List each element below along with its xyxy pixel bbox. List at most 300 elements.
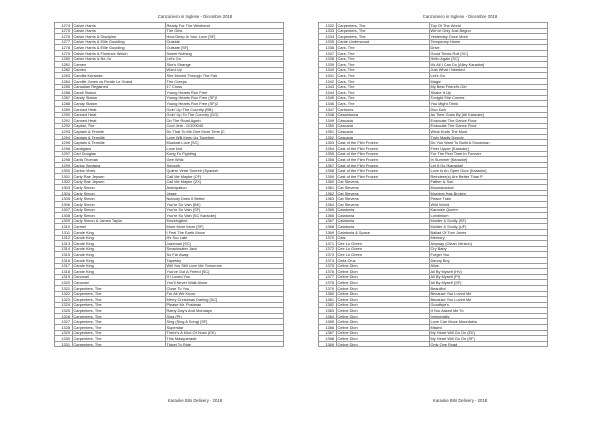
song-title: You're So Vain (BK) bbox=[165, 202, 283, 208]
song-title: You're So Vain (SF) bbox=[165, 207, 283, 213]
song-artist: Carlos Santana bbox=[72, 162, 165, 168]
song-number: 1368 bbox=[319, 224, 337, 230]
song-number: 1323 bbox=[55, 297, 73, 303]
song-artist: Canned Heat bbox=[72, 112, 165, 118]
song-number: 1372 bbox=[319, 246, 337, 252]
song-number: 1365 bbox=[319, 207, 337, 213]
song-number: 1350 bbox=[319, 123, 337, 129]
song-artist: Cast of the Film Frozen bbox=[336, 162, 429, 168]
song-title: Beautiful bbox=[429, 285, 547, 291]
song-artist: Carpenters, The bbox=[72, 302, 165, 308]
song-number: 1312 bbox=[55, 235, 73, 241]
song-title: 17 Cross bbox=[165, 84, 283, 90]
song-artist: Carrie Underwood bbox=[336, 39, 429, 45]
song-title: Hello Again [SC] bbox=[429, 56, 547, 62]
song-artist: Catatonia bbox=[336, 224, 429, 230]
song-number: 1385 bbox=[319, 319, 337, 325]
song-artist: Canned Heat bbox=[72, 118, 165, 124]
song-title: Close To You bbox=[165, 285, 283, 291]
song-artist: Carly Simon bbox=[72, 185, 165, 191]
song-title: Jesse bbox=[165, 190, 283, 196]
song-number: 1290 bbox=[55, 112, 73, 118]
song-artist: Carpenters, The bbox=[72, 291, 165, 297]
song-artist: Celine Dion bbox=[336, 302, 429, 308]
song-artist: Cat Stevens bbox=[336, 185, 429, 191]
song-number: 1303 bbox=[55, 185, 73, 191]
song-title: How Deep Is Your Love [SF] bbox=[165, 34, 283, 40]
song-title: Mulder & Scully (UF) bbox=[429, 224, 547, 230]
song-artist: Celine Dion bbox=[336, 319, 429, 325]
song-artist: Calvin Harris bbox=[72, 28, 165, 34]
song-title: Anticipation bbox=[165, 185, 283, 191]
song-artist: Celine Dion bbox=[336, 280, 429, 286]
song-artist: Carly Rae Jepsen bbox=[72, 179, 165, 185]
song-artist: Cars, The bbox=[336, 50, 429, 56]
song-number: 1281 bbox=[55, 62, 73, 68]
song-number: 1310 bbox=[55, 224, 73, 230]
song-number: 1380 bbox=[319, 291, 337, 297]
song-number: 1333 bbox=[319, 28, 337, 34]
song-number: 1315 bbox=[55, 252, 73, 258]
song-artist: Cat Stevens bbox=[336, 196, 429, 202]
song-number: 1280 bbox=[55, 56, 73, 62]
song-number: 1278 bbox=[55, 45, 73, 51]
song-title: Goin' Up The Country (BB) bbox=[165, 106, 283, 112]
song-artist: Carole King bbox=[72, 263, 165, 269]
song-title: Ticket To Ride bbox=[165, 341, 283, 347]
song-number: 1348 bbox=[319, 112, 337, 118]
song-title: You Might Think bbox=[429, 101, 547, 107]
song-title: Word Up bbox=[165, 67, 283, 73]
song-title: Goodbye's bbox=[429, 302, 547, 308]
song-artist: Carole King bbox=[72, 235, 165, 241]
song-number: 1285 bbox=[55, 84, 73, 90]
song-title: Tonight She Comes bbox=[429, 95, 547, 101]
song-artist: Candy Staton bbox=[72, 101, 165, 107]
song-artist: Cardigans bbox=[72, 146, 165, 152]
song-title: Love fool bbox=[165, 146, 283, 152]
song-artist: Carpenters, The bbox=[72, 341, 165, 347]
song-number: 1332 bbox=[319, 23, 337, 29]
song-artist: Candy Staton bbox=[72, 95, 165, 101]
song-artist: Cast of the Film Frozen bbox=[336, 174, 429, 180]
song-number: 1376 bbox=[319, 269, 337, 275]
song-artist: Carlos Vives bbox=[72, 168, 165, 174]
song-number: 1329 bbox=[55, 330, 73, 336]
song-number: 1313 bbox=[55, 241, 73, 247]
song-title: Forget You bbox=[429, 252, 547, 258]
page-header-right: Canzoniero in Inglese - Dicembre 2018 bbox=[422, 14, 498, 19]
song-table-right bbox=[318, 22, 548, 347]
song-artist: Celine Dion bbox=[336, 274, 429, 280]
song-number: 1335 bbox=[319, 39, 337, 45]
song-artist: Carmel bbox=[72, 224, 165, 230]
song-title: So Far Away bbox=[165, 252, 283, 258]
page-footer-left: Karaoke Bits Delivery - 2018 bbox=[167, 398, 223, 403]
song-title: Mockingbird bbox=[165, 218, 283, 224]
song-number: 1358 bbox=[319, 168, 337, 174]
song-artist: Carole King bbox=[72, 246, 165, 252]
song-title: She's Strange bbox=[165, 62, 283, 68]
song-artist: Catatonia bbox=[336, 218, 429, 224]
song-number: 1282 bbox=[55, 67, 73, 73]
song-number: 1293 bbox=[55, 129, 73, 135]
song-artist: Cameo bbox=[72, 67, 165, 73]
song-artist: Cameo bbox=[72, 62, 165, 68]
song-title: We've Only Just Begun bbox=[429, 28, 547, 34]
song-artist: Celine Dion bbox=[336, 297, 429, 303]
song-title: Love Is An Open Door [Karaoke] bbox=[429, 168, 547, 174]
song-title: Karaoke Queen bbox=[429, 207, 547, 213]
song-number: 1381 bbox=[319, 297, 337, 303]
song-title: In Summer [Karaoke] bbox=[429, 157, 547, 163]
page-header-left: Canzoniero in Inglese - Dicembre 2018 bbox=[157, 14, 233, 19]
song-number: 1367 bbox=[319, 218, 337, 224]
song-artist: Catatonia bbox=[336, 207, 429, 213]
song-artist: Cars, The bbox=[336, 95, 429, 101]
song-artist: Cars, The bbox=[336, 84, 429, 90]
song-title: Doo Dah bbox=[429, 106, 547, 112]
song-title: If You Asked Me To bbox=[429, 308, 547, 314]
song-number: 1363 bbox=[319, 196, 337, 202]
song-number: 1274 bbox=[55, 23, 73, 29]
song-number: 1352 bbox=[319, 134, 337, 140]
song-title: My Best Friend's Girl bbox=[429, 84, 547, 90]
song-artist: Celine Dion bbox=[336, 263, 429, 269]
song-title: Smackwater Jack bbox=[165, 246, 283, 252]
song-artist: Celia Cruz bbox=[336, 257, 429, 263]
song-title: You're So Vain [SC Karaoke] bbox=[165, 213, 283, 219]
table-row bbox=[319, 341, 548, 347]
song-number: 1355 bbox=[319, 151, 337, 157]
song-title: Because You Loved Me bbox=[429, 297, 547, 303]
song-artist: Celine Dion bbox=[336, 308, 429, 314]
song-title: Father & Son bbox=[429, 179, 547, 185]
song-artist: Catatonia bbox=[336, 213, 429, 219]
song-number: 1321 bbox=[55, 285, 73, 291]
song-title: More More More [SF] bbox=[165, 224, 283, 230]
song-artist: Calvin Harris & Disciples bbox=[72, 34, 165, 40]
song-title: For The First Time In Forever bbox=[429, 151, 547, 157]
song-title: I Feel The Earth Move bbox=[165, 229, 283, 235]
song-number: 1283 bbox=[55, 73, 73, 79]
song-title: Reindeer(s) Are Better Than P bbox=[429, 174, 547, 180]
song-title: Cry Baby bbox=[429, 246, 547, 252]
song-title: You'll Never Walk Alone bbox=[165, 280, 283, 286]
song-artist: Calvin Harris & Florence Welch bbox=[72, 50, 165, 56]
song-number: 1324 bbox=[55, 302, 73, 308]
song-artist: Cascada bbox=[336, 118, 429, 124]
song-artist: Carole King bbox=[72, 229, 165, 235]
song-artist: Carpenters, The bbox=[336, 23, 429, 29]
song-title: It's All I Can Do [Alley Karaoke] bbox=[429, 62, 547, 68]
song-artist: Canadian Regained bbox=[72, 84, 165, 90]
song-artist: Cast of the Film Frozen bbox=[336, 140, 429, 146]
song-number: 1370 bbox=[319, 235, 337, 241]
song-title: Immortality bbox=[429, 313, 547, 319]
song-number: 1360 bbox=[319, 179, 337, 185]
song-number: 1345 bbox=[319, 95, 337, 101]
song-title: Let's Go bbox=[165, 56, 283, 62]
song-title: Muskrat Love [SC] bbox=[165, 140, 283, 146]
song-title: The Girls bbox=[165, 28, 283, 34]
song-title: Only One Road bbox=[429, 341, 547, 347]
song-artist: Cee Lo Green bbox=[336, 252, 429, 258]
song-title: Gee Whiz bbox=[165, 157, 283, 163]
song-number: 1319 bbox=[55, 274, 73, 280]
song-title: What Hurts The Most bbox=[429, 129, 547, 135]
song-title: Superstar bbox=[165, 325, 283, 331]
song-number: 1337 bbox=[319, 50, 337, 56]
table-row bbox=[55, 341, 284, 347]
song-title: It's Too Late bbox=[165, 235, 283, 241]
song-number: 1328 bbox=[55, 325, 73, 331]
song-number: 1379 bbox=[319, 285, 337, 291]
song-artist: Cars, The bbox=[336, 62, 429, 68]
song-artist: Cee Lo Green bbox=[336, 241, 429, 247]
song-title: Let's Go bbox=[429, 73, 547, 79]
song-number: 1388 bbox=[319, 336, 337, 342]
song-number: 1287 bbox=[55, 95, 73, 101]
song-artist: Cast of the Film Frozen bbox=[336, 151, 429, 157]
song-number: 1292 bbox=[55, 123, 73, 129]
song-artist: Cars, The bbox=[336, 101, 429, 107]
song-artist: Carpenters, The bbox=[72, 313, 165, 319]
song-artist: Carousel bbox=[72, 274, 165, 280]
song-artist: Carpenters, The bbox=[72, 330, 165, 336]
song-title: Please Mr. Postman bbox=[165, 302, 283, 308]
song-number: 1289 bbox=[55, 106, 73, 112]
song-title: For All We Know bbox=[165, 291, 283, 297]
song-artist: Captain & Tennille bbox=[72, 140, 165, 146]
song-artist: Cartoons bbox=[336, 106, 429, 112]
song-artist: Cascada bbox=[336, 134, 429, 140]
song-number: 1341 bbox=[319, 73, 337, 79]
song-number: 1344 bbox=[319, 90, 337, 96]
song-title: All By Myself (HV) bbox=[429, 269, 547, 275]
song-artist: Carole King bbox=[72, 269, 165, 275]
song-artist: Carly Simon bbox=[72, 196, 165, 202]
song-title: Ready For The Weekend bbox=[165, 23, 283, 29]
song-artist: Carla Thomas bbox=[72, 157, 165, 163]
song-title: Morning Has Broken bbox=[429, 190, 547, 196]
song-artist: Cars, The bbox=[336, 45, 429, 51]
song-artist: Calvin Harris & Ellie Goulding bbox=[72, 39, 165, 45]
song-number: 1357 bbox=[319, 162, 337, 168]
song-title: There's A Kind Of Hush (EK) bbox=[165, 330, 283, 336]
song-title: Sing (PI) bbox=[165, 313, 283, 319]
song-title: Call Me Maybe (ZX) bbox=[165, 179, 283, 185]
song-title: Moonshadow bbox=[429, 185, 547, 191]
song-number: 1364 bbox=[319, 202, 337, 208]
song-number: 1325 bbox=[55, 308, 73, 314]
song-artist: Captain & Tennille bbox=[72, 134, 165, 140]
song-title: Cool Jerk - DG09045 bbox=[165, 123, 283, 129]
song-title: My Heart Will Go On (EK) bbox=[429, 330, 547, 336]
song-artist: Cat Stevens bbox=[336, 202, 429, 208]
song-artist: Camilla Kerslake bbox=[72, 73, 165, 79]
song-title: All By Myself (PI) bbox=[429, 274, 547, 280]
song-title: Love Can Move Mountains bbox=[429, 319, 547, 325]
song-number: 1297 bbox=[55, 151, 73, 157]
song-number: 1361 bbox=[319, 185, 337, 191]
song-number: 1347 bbox=[319, 106, 337, 112]
song-number: 1334 bbox=[319, 34, 337, 40]
song-title: Sweet Nothing bbox=[165, 50, 283, 56]
song-number: 1291 bbox=[55, 118, 73, 124]
song-artist: Celine Dion bbox=[336, 269, 429, 275]
song-number: 1316 bbox=[55, 257, 73, 263]
song-number: 1346 bbox=[319, 101, 337, 107]
song-number: 1389 bbox=[319, 341, 337, 347]
song-artist: Casablanca bbox=[336, 112, 429, 118]
song-artist: Calvin Harris & Ellie Goulding bbox=[72, 45, 165, 51]
song-title: Young Hearts Run Free (SF)I bbox=[165, 95, 283, 101]
song-artist: Candi Staton bbox=[72, 90, 165, 96]
song-number: 1298 bbox=[55, 157, 73, 163]
song-artist: Celine Dion bbox=[336, 341, 429, 347]
song-title: This Masquerade bbox=[165, 336, 283, 342]
song-number: 1286 bbox=[55, 90, 73, 96]
song-title: Call Me Maybe (CF) bbox=[165, 174, 283, 180]
song-title: Smooth bbox=[165, 162, 283, 168]
song-number: 1327 bbox=[55, 319, 73, 325]
song-number: 1294 bbox=[55, 134, 73, 140]
song-number: 1304 bbox=[55, 190, 73, 196]
song-title: Magic bbox=[429, 78, 547, 84]
song-number: 1351 bbox=[319, 129, 337, 135]
song-title: Drive bbox=[429, 45, 547, 51]
song-number: 1296 bbox=[55, 146, 73, 152]
song-title: Do That To Me One More Time [C bbox=[165, 129, 283, 135]
song-artist: Cats bbox=[336, 235, 429, 241]
song-number: 1374 bbox=[319, 257, 337, 263]
song-number: 1386 bbox=[319, 325, 337, 331]
song-number: 1378 bbox=[319, 280, 337, 286]
song-number: 1288 bbox=[55, 101, 73, 107]
song-artist: Cascada bbox=[336, 129, 429, 135]
song-title: You've Got A Friend [SC] bbox=[165, 269, 283, 275]
song-artist: Cars, The bbox=[336, 73, 429, 79]
song-number: 1301 bbox=[55, 174, 73, 180]
song-number: 1276 bbox=[55, 34, 73, 40]
song-artist: Carpenters, The bbox=[336, 34, 429, 40]
song-number: 1305 bbox=[55, 196, 73, 202]
song-title: Wild World bbox=[429, 202, 547, 208]
song-title: Goin' Up To The Country (DG) bbox=[165, 112, 283, 118]
song-number: 1331 bbox=[55, 341, 73, 347]
song-artist: Carole King bbox=[72, 252, 165, 258]
song-artist: Carpenters, The bbox=[336, 28, 429, 34]
song-number: 1354 bbox=[319, 146, 337, 152]
song-number: 1343 bbox=[319, 84, 337, 90]
song-artist: Cascada bbox=[336, 123, 429, 129]
song-title: Shake It Up bbox=[429, 90, 547, 96]
song-title: Jazzman [SC] bbox=[165, 241, 283, 247]
song-artist: Cars, The bbox=[336, 78, 429, 84]
song-artist: Carly Simon bbox=[72, 207, 165, 213]
song-title: Evacuate The Dance Floor bbox=[429, 118, 547, 124]
song-number: 1306 bbox=[55, 202, 73, 208]
song-artist: Carole King bbox=[72, 241, 165, 247]
song-artist: Canned Heat bbox=[72, 106, 165, 112]
song-artist: Celine Dion bbox=[336, 313, 429, 319]
song-title: Do You Want To Build A Snowman bbox=[429, 140, 547, 146]
song-artist: Carpenters, The bbox=[72, 285, 165, 291]
song-number: 1359 bbox=[319, 174, 337, 180]
song-number: 1369 bbox=[319, 229, 337, 235]
song-artist: Carpenters, The bbox=[72, 325, 165, 331]
song-title: Outside bbox=[165, 39, 283, 45]
song-title: On The Road Again bbox=[165, 118, 283, 124]
song-number: 1314 bbox=[55, 246, 73, 252]
song-number: 1377 bbox=[319, 274, 337, 280]
song-number: 1375 bbox=[319, 263, 337, 269]
song-title: Fixer Upper [Karaoke] bbox=[429, 146, 547, 152]
song-title: Sing (Sing A Song) [SF] bbox=[165, 319, 283, 325]
song-number: 1349 bbox=[319, 118, 337, 124]
song-number: 1339 bbox=[319, 62, 337, 68]
song-title: Good Times Roll [SC] bbox=[429, 50, 547, 56]
song-title: Merry Christmas Darling [SC] bbox=[165, 297, 283, 303]
song-artist: Cast of the Film Frozen bbox=[336, 168, 429, 174]
song-artist: Carl Douglas bbox=[72, 151, 165, 157]
song-number: 1362 bbox=[319, 190, 337, 196]
song-artist: Celine Dion bbox=[336, 325, 429, 331]
song-artist: Cast of the Film Frozen bbox=[336, 157, 429, 163]
song-number: 1322 bbox=[55, 291, 73, 297]
song-number: 1299 bbox=[55, 162, 73, 168]
song-number: 1336 bbox=[319, 45, 337, 51]
song-title: Misled bbox=[429, 325, 547, 331]
song-title: Quiero Verte Sonreir (Spanish bbox=[165, 168, 283, 174]
song-title: Mulder & Scully (SF) bbox=[429, 218, 547, 224]
song-title: Tapestry bbox=[165, 257, 283, 263]
song-artist: Calvin Harris bbox=[72, 23, 165, 29]
song-title: Outside [SF] bbox=[165, 45, 283, 51]
song-artist: Carole King bbox=[72, 257, 165, 263]
song-number: 1302 bbox=[55, 179, 73, 185]
song-number: 1342 bbox=[319, 78, 337, 84]
song-artist: Cars, The bbox=[336, 67, 429, 73]
song-artist: Catatonia & Space bbox=[336, 229, 429, 235]
song-artist: Cat Stevens bbox=[336, 190, 429, 196]
song-number: 1338 bbox=[319, 56, 337, 62]
song-title: Memory bbox=[429, 235, 547, 241]
song-artist: Cars, The bbox=[336, 90, 429, 96]
song-number: 1371 bbox=[319, 241, 337, 247]
song-number: 1318 bbox=[55, 269, 73, 275]
song-number: 1320 bbox=[55, 280, 73, 286]
song-title: Rainy Day's And Mondays bbox=[165, 308, 283, 314]
song-artist: Celine Dion bbox=[336, 330, 429, 336]
song-artist: Carly Simon & James Taylor bbox=[72, 218, 165, 224]
page-footer-right: Karaoke Bits Delivery - 2018 bbox=[432, 398, 488, 403]
song-artist: Captain & Tennile bbox=[72, 129, 165, 135]
song-number: 1330 bbox=[55, 336, 73, 342]
song-artist: Celine Dion bbox=[336, 285, 429, 291]
song-title: Yesterday Once More bbox=[429, 34, 547, 40]
song-title: Anyway (Clean Version) bbox=[429, 241, 547, 247]
song-title: Danny Boy bbox=[429, 257, 547, 263]
song-title: She Moved Through The Fair bbox=[165, 73, 283, 79]
song-number: 1275 bbox=[55, 28, 73, 34]
song-artist: Capital, The bbox=[72, 123, 165, 129]
song-title: All By Myself (SF) bbox=[429, 280, 547, 286]
song-number: 1383 bbox=[319, 308, 337, 314]
song-artist: Carpenters, The bbox=[72, 336, 165, 342]
song-number: 1295 bbox=[55, 140, 73, 146]
